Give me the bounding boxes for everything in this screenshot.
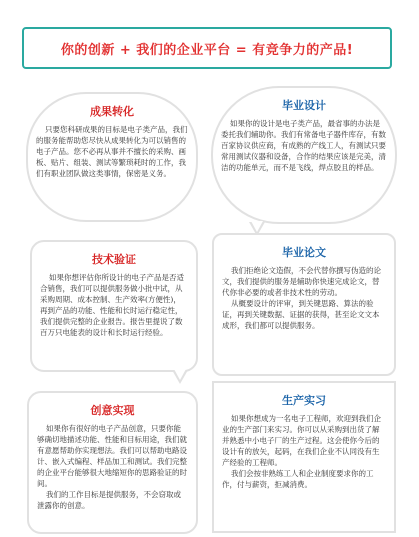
card-paragraph: 如果你有很好的电子产品创意，只要你能够确切地描述功能、性能和目标用途，我们就有意愿帮助你实现想法。我们可以帮助电路设计、嵌入式编程、样品加工和测试。我们完整的企业平台能够很大地缩短你的思路验证的时间。 [37, 424, 187, 488]
card-paragraph: 只要您科研成果的目标是电子类产品，我们的服务能帮助您尽快从成果转化为可以销售的电子产品。您不必再从事并不擅长的采购、画板、贴片、组装、测试等繁琐耗时的工作，我们有职业团队做这类事情，保密是义务。 [36, 125, 188, 178]
card-body [222, 265, 386, 331]
card-idea-realization [27, 391, 198, 534]
card-title: 技术验证 [92, 253, 136, 266]
card-body [40, 272, 188, 338]
card-paragraph: 我们会按非熟练工人和企业制度要求你的工作，付与薪资，拒减消费。 [222, 469, 374, 489]
card-paragraph: 如果你想成为一名电子工程师，欢迎到我们企业的生产部门来实习。你可以从采购到出货了解并熟悉中小电子厂的生产过程。这会使你今后的设计有的放矢，起码，在我们企业不认同没有生产经验的工程师。 [222, 414, 381, 467]
card-paragraph: 如果你想评估你所设计的电子产品是否适合销售，我们可以提供服务做小批中试，从采购周期、成本控制、生产效率(方便性)，再到产品的功能、性能和长时运行稳定性，我们提供完整的企业报告。报告里提说了数百万只电能表的设计和长时运行经验。 [40, 273, 184, 337]
card-graduation-thesis [212, 233, 396, 376]
card-body [222, 413, 386, 490]
card-paragraph: 我们拒绝论文造假，不会代替你撰写伪造的论文，我们提供的服务是辅助你快速完成论文，替代你非必要的或者非技术性的劳动。 [222, 266, 381, 297]
slogan-text: 你的创新 + 我们的企业平台 = 有竞争力的产品! [60, 42, 354, 58]
card-paragraph: 从概要设计的评审，到关键思路、算法的验证，再到关键数据、证据的获得，甚至论文文本成形，我们都可以提供服务。 [222, 299, 380, 330]
card-title: 成果转化 [90, 105, 134, 118]
card-body [221, 118, 387, 173]
card-title: 生产实习 [282, 394, 326, 407]
card-paragraph: 我们的工作目标是提供服务，不会窃取或泄露你的创意。 [37, 490, 181, 510]
card-body [36, 124, 188, 179]
slogan-banner [22, 27, 392, 69]
card-body [37, 423, 188, 511]
callout-tail [172, 370, 188, 384]
card-achievement-transfer [26, 92, 198, 222]
card-graduation-design [211, 86, 397, 224]
card-production-internship [212, 381, 396, 533]
card-technical-verification [30, 240, 198, 372]
card-paragraph: 如果你的设计是电子类产品，最省事的办法是委托我们辅助你。我们有常备电子器件库存，有数百家协议供应商，有成熟的产线工人，有测试只要常用测试仪器和设备，合作的结果应该是完美，清洁的功能单元，而不是飞线，焊点胶且的样品。 [221, 119, 386, 172]
card-title: 创意实现 [90, 404, 135, 417]
card-title: 毕业设计 [282, 99, 326, 112]
card-title: 毕业论文 [282, 246, 326, 259]
